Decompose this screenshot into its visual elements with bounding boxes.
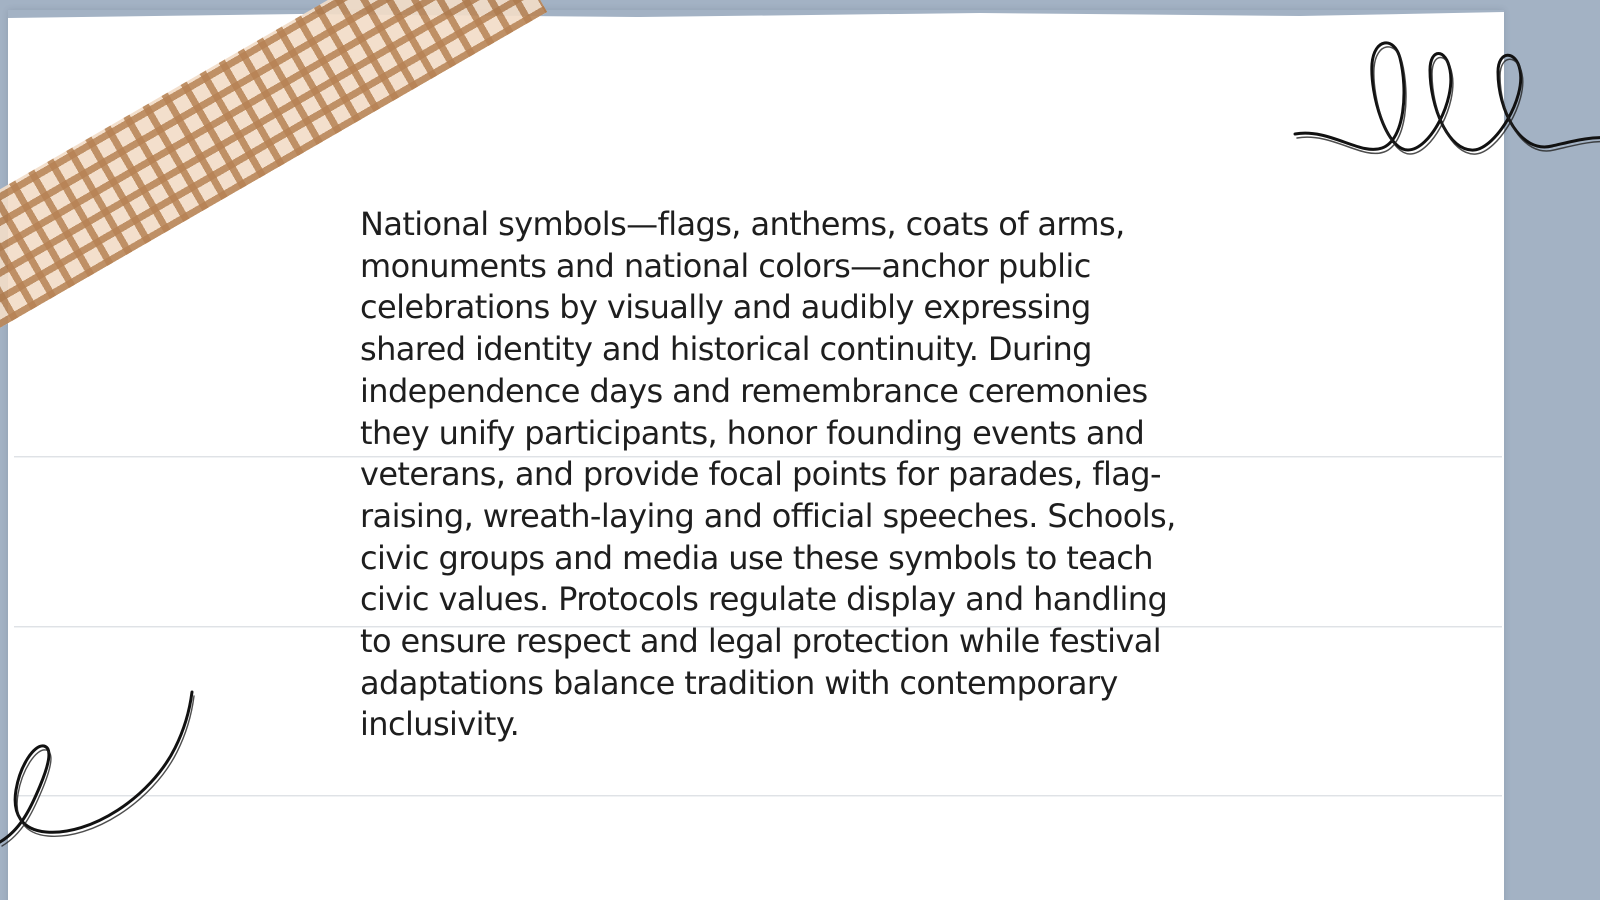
swoosh-squiggle-icon <box>0 690 200 850</box>
body-paragraph: National symbols—flags, anthems, coats of arms, monuments and national colors—anchor public celebrations by visually and audibly expressing shared identity and historical continuity. During independence days and remembrance ceremonies they unify participants, honor founding events and veterans, and provide focal points for parades, flag- raising, wreath-laying and official speeches. Schools, civic groups and media use these symbols to teach civic values. Protocols regulate display and handling to ensure respect and legal protection while festival adaptations balance tradition with contemporary inclusivity. <box>360 205 1176 744</box>
paper-fold-line <box>14 795 1502 797</box>
loop-squiggle-icon <box>1290 30 1600 170</box>
